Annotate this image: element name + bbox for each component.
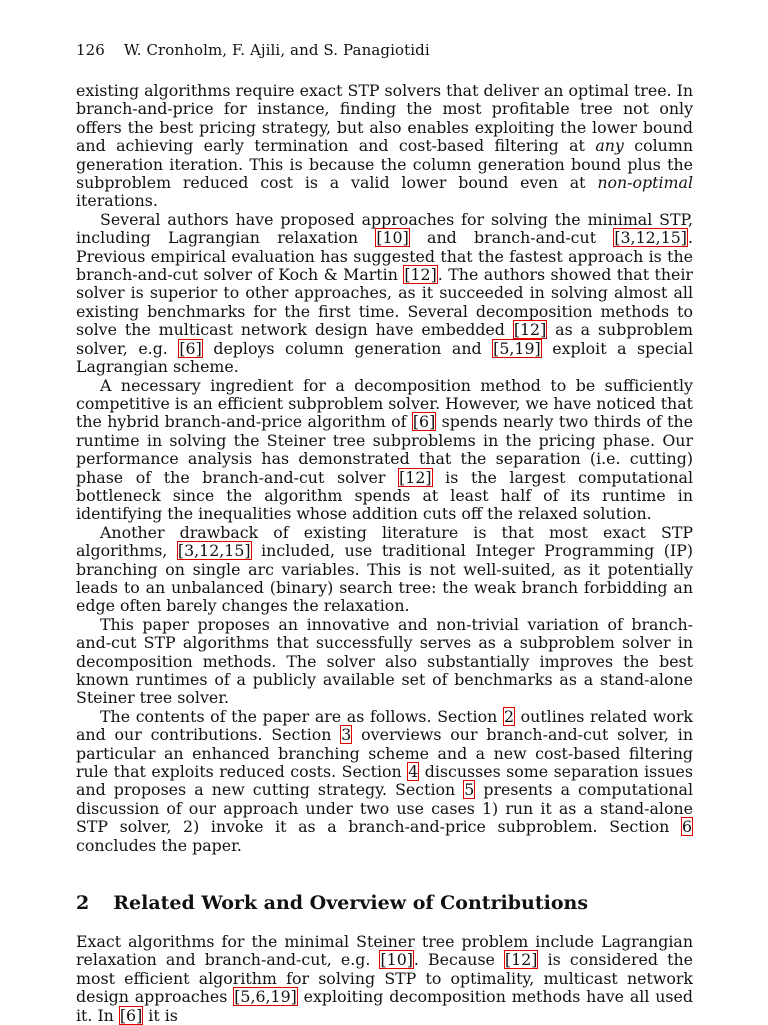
citation-link[interactable]: [12] bbox=[399, 467, 432, 487]
section-link[interactable]: 5 bbox=[464, 780, 475, 800]
citation-link[interactable]: [12] bbox=[505, 950, 538, 970]
citation-link[interactable]: [6] bbox=[412, 412, 436, 432]
header-authors: W. Cronholm, F. Ajili, and S. Panagiotidi bbox=[123, 41, 430, 59]
running-header bbox=[76, 41, 430, 59]
paragraph-7: Exact algorithms for the minimal Steiner tree problem include Lagrangian relaxation and branch-and-cut, e.g. [10]. Because [12] is considered the most efficient algorithm for solving STP to optimality, multicast network design approaches [5,6,19] exploiting decomposition methods have all used it. In [6] it is bbox=[76, 932, 693, 1025]
paragraph-5: This paper proposes an innovative and non-trivial variation of branch-and-cut STP algorithms that successfully serves as a subproblem solver in decomposition methods. The solver also substantially improves the best known runtimes of a publicly available set of benchmarks as a stand-alone Steiner tree solver. bbox=[76, 614, 693, 708]
section-link[interactable]: 2 bbox=[503, 706, 514, 726]
citation-link[interactable]: [5,19] bbox=[493, 338, 541, 358]
section-heading bbox=[76, 891, 693, 915]
citation-link[interactable]: [6] bbox=[119, 1005, 143, 1025]
citation-link[interactable]: [5,6,19] bbox=[234, 987, 297, 1007]
page-number: 126 bbox=[76, 41, 105, 59]
paragraph-6: The contents of the paper are as follows. Section 2 outlines related work and our contributions. Section 3 overviews our branch-and-cut solver, in particular an enhanced branching scheme and a new cost-based filtering rule that exploits reduced costs. Section 4 discusses some separation issues and proposes a new cutting strategy. Section 5 presents a computational discussion of our approach under two use cases 1) run it as a stand-alone STP solver, 2) invoke it as a branch-and-price subproblem. Section 6 concludes the paper. bbox=[76, 706, 693, 855]
paragraph-1: existing algorithms require exact STP solvers that deliver an optimal tree. In branch-and-price for instance, finding the most profitable tree not only offers the best pricing strategy, but also enables exploiting the lower bound and achieving early termination and cost-based filtering at any column generation iteration. This is because the column generation bound plus the subproblem reduced cost is a valid lower bound even at non-optimal iterations. bbox=[76, 81, 694, 211]
emphasis-any: any bbox=[595, 136, 624, 156]
section-title: Related Work and Overview of Contributions bbox=[113, 892, 589, 915]
citation-link[interactable]: [10] bbox=[380, 950, 413, 970]
section-number: 2 bbox=[76, 892, 90, 915]
paper-body bbox=[76, 82, 693, 1025]
emphasis-non-optimal: non-optimal bbox=[597, 173, 693, 193]
citation-link[interactable]: [12] bbox=[513, 320, 547, 340]
citation-link[interactable]: [3,12,15] bbox=[614, 228, 687, 248]
citation-link[interactable]: [12] bbox=[404, 265, 437, 285]
citation-link[interactable]: [6] bbox=[179, 338, 202, 358]
section-link[interactable]: 3 bbox=[341, 725, 352, 745]
paragraph-4: Another drawback of existing literature is that most exact STP algorithms, [3,12,15] included, use traditional Integer Programming (IP) branching on single arc variables. This is not well-suited, as it potentially leads to an unbalanced (binary) search tree: the weak branch forbidding an edge often barely changes the relaxation. bbox=[76, 522, 693, 616]
citation-link[interactable]: [10] bbox=[376, 228, 409, 248]
citation-link[interactable]: [3,12,15] bbox=[177, 541, 251, 561]
paragraph-2: Several authors have proposed approaches for solving the minimal STP, including Lagrangian relaxation [10] and branch-and-cut [3,12,15]. Previous empirical evaluation has suggested that the fastest approach is the branch-and-cut solver of Koch & Martin [12]. The authors showed that their solver is superior to other approaches, as it succeeded in solving almost all existing benchmarks for the first time. Several decomposition methods to solve the multicast network design have embedded [12] as a subproblem solver, e.g. [6] deploys column generation and [5,19] exploit a special Lagrangian scheme. bbox=[76, 209, 693, 377]
section-link[interactable]: 6 bbox=[681, 817, 692, 837]
paragraph-3: A necessary ingredient for a decomposition method to be sufficiently competitive is an efficient subproblem solver. However, we have noticed that the hybrid branch-and-price algorithm of [6] spends nearly two thirds of the runtime in solving the Steiner tree subproblems in the pricing phase. Our performance analysis has demonstrated that the separation (i.e. cutting) phase of the branch-and-cut solver [12] is the largest computational bottleneck since the algorithm spends at least half of its runtime in identifying the inequalities whose addition cuts off the relaxed solution. bbox=[76, 375, 694, 524]
section-link[interactable]: 4 bbox=[408, 762, 419, 782]
